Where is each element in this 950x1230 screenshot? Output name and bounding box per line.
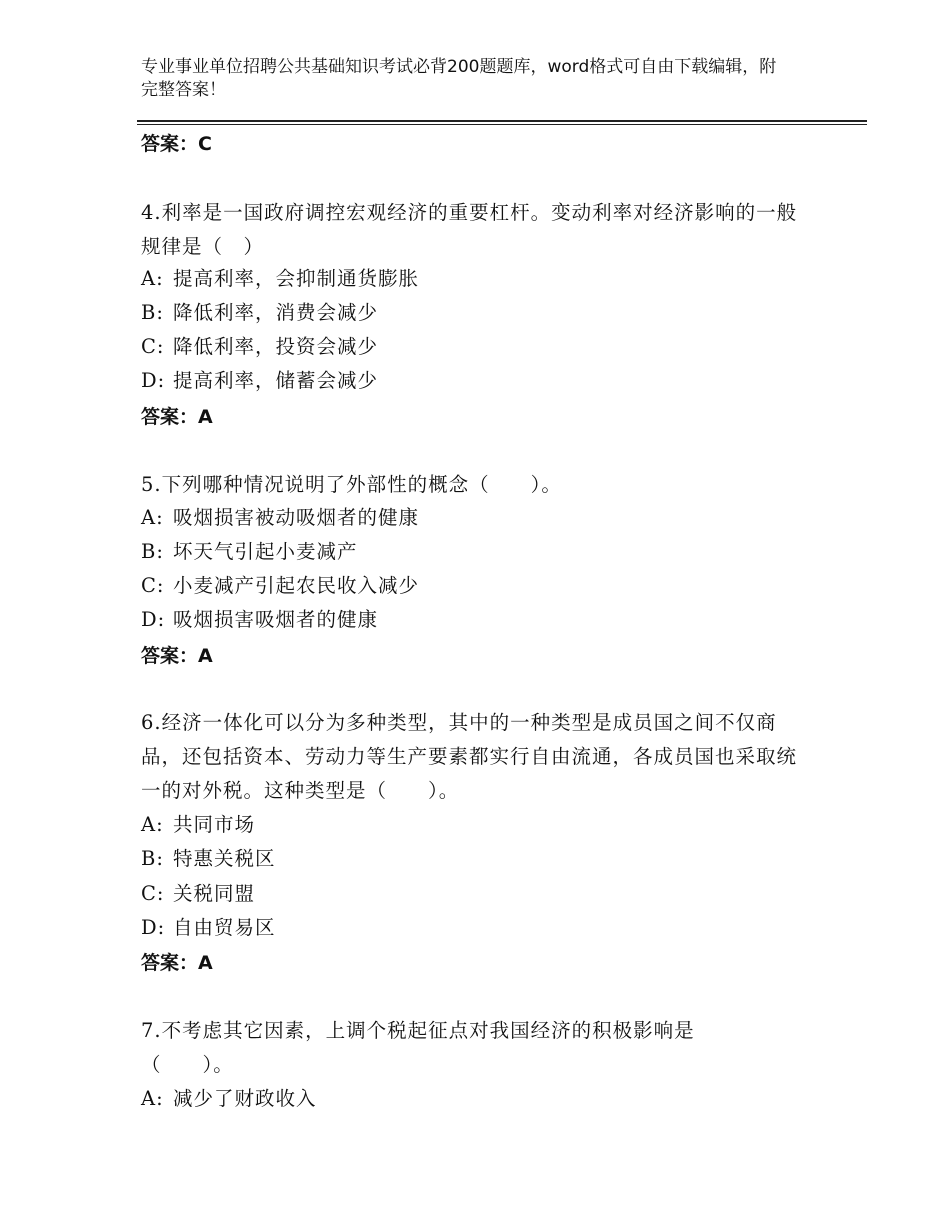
question-5: 5.下列哪种情况说明了外部性的概念（ ）。	[141, 473, 562, 496]
q4-option-b	[141, 299, 378, 327]
q5-option-d	[141, 606, 378, 634]
q7-option-a	[141, 1085, 317, 1113]
header-rule-thin	[137, 124, 867, 125]
option-letter: A:	[141, 1087, 164, 1110]
option-letter: D:	[141, 916, 166, 939]
option-text: 坏天气引起小麦减产	[173, 540, 358, 563]
q6-option-a	[141, 811, 255, 839]
option-text: 关税同盟	[173, 882, 256, 905]
option-text: 降低利率，消费会减少	[173, 301, 379, 324]
question-4: 4.利率是一国政府调控宏观经济的重要杠杆。变动利率对经济影响的一般规律是（ ）	[141, 201, 798, 258]
option-letter: D:	[141, 608, 166, 631]
option-text: 提高利率，会抑制通货膨胀	[173, 267, 420, 290]
option-text: 共同市场	[173, 813, 256, 836]
option-letter: B:	[141, 301, 164, 324]
document-header: 专业事业单位招聘公共基础知识考试必背200题题库，word格式可自由下载编辑，附完整答案！	[141, 57, 777, 100]
option-text: 提高利率，储蓄会减少	[173, 369, 379, 392]
option-letter: A:	[141, 813, 164, 836]
q6-option-d	[141, 914, 276, 942]
option-text: 小麦减产引起农民收入减少	[173, 574, 420, 597]
q5-option-b	[141, 538, 358, 566]
q4-option-a	[141, 265, 419, 293]
q5-option-c	[141, 572, 419, 600]
option-letter: C:	[141, 574, 165, 597]
answer-q6: 答案：A	[141, 952, 213, 974]
question-7: 7.不考虑其它因素，上调个税起征点对我国经济的积极影响是（ ）。	[141, 1019, 695, 1076]
option-text: 吸烟损害吸烟者的健康	[173, 608, 379, 631]
option-letter: C:	[141, 882, 165, 905]
answer-q3: 答案：C	[141, 133, 212, 155]
q4-option-c	[141, 333, 378, 361]
q5-option-a	[141, 504, 419, 532]
option-text: 吸烟损害被动吸烟者的健康	[173, 506, 420, 529]
option-letter: D:	[141, 369, 166, 392]
option-letter: A:	[141, 506, 164, 529]
answer-q4: 答案：A	[141, 406, 213, 428]
option-text: 降低利率，投资会减少	[173, 335, 379, 358]
option-letter: C:	[141, 335, 165, 358]
option-letter: B:	[141, 847, 164, 870]
option-letter: A:	[141, 267, 164, 290]
q6-option-c	[141, 880, 255, 908]
answer-q5: 答案：A	[141, 645, 213, 667]
question-6: 6.经济一体化可以分为多种类型，其中的一种类型是成员国之间不仅商品，还包括资本、劳动力等生产要素都实行自由流通，各成员国也采取统一的对外税。这种类型是（ ）。	[141, 711, 798, 802]
option-letter: B:	[141, 540, 164, 563]
option-text: 自由贸易区	[173, 916, 276, 939]
header-rule-thick	[137, 120, 867, 122]
q6-option-b	[141, 845, 276, 873]
q4-option-d	[141, 367, 378, 395]
option-text: 减少了财政收入	[173, 1087, 317, 1110]
option-text: 特惠关税区	[173, 847, 276, 870]
